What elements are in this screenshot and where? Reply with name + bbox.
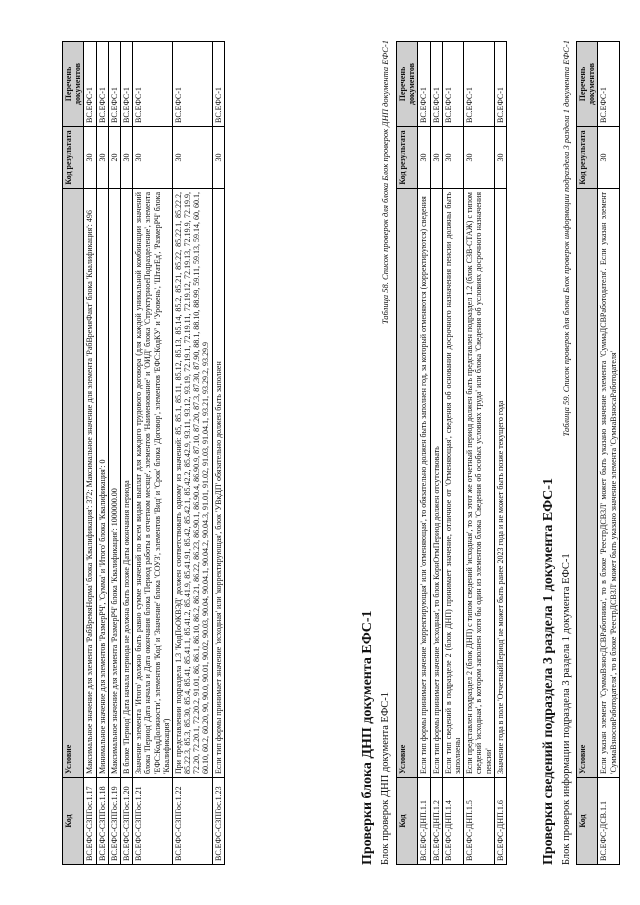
table-row xyxy=(120,42,132,865)
table-59-caption: Таблица 59. Список проверок для блока Блок проверок информации подраздела 3 раздела 1 документа ЕФС-1 xyxy=(561,40,571,437)
cell-result-code: 30 xyxy=(442,127,463,189)
header-condition: Условие xyxy=(63,189,84,778)
cell-documents: ВС.ЕФС-1 xyxy=(172,42,212,127)
cell-code: ВС.ЕФС-СЗПГос.1.17 xyxy=(84,778,96,865)
table-header-row xyxy=(397,42,418,865)
cell-code: ВС.ЕФС-СЗПГос.1.20 xyxy=(120,778,132,865)
cell-condition: Если тип формы принимает значение 'исходная' или 'корректирующая', блок 'УВкДП' обязательно должен быть заполнен xyxy=(212,189,224,778)
cell-condition: В блоке 'Период' Дата начала периода не должна быть позже Даты окончания периода xyxy=(120,189,132,778)
section-dnp-heading: Проверки блока ДНП документа ЕФС-1 xyxy=(360,610,375,865)
cell-condition: Если представлен подраздел 2 (блок ДНП) с типом сведений 'исходная', то за этот же отчетный период должен быть представлен подраздел 1.2 (блок СЗВ-СТАЖ) с типом сведений 'исходная', в котором заполнен хотя бы один из элементов блока 'Сведения об особых условиях труда' или блока 'Сведения об условиях досрочного назначения пенсии' xyxy=(464,189,495,778)
table-row xyxy=(133,42,173,865)
table-header-row xyxy=(63,42,84,865)
cell-documents: ВС.ЕФС-1 xyxy=(418,42,430,127)
table-row xyxy=(464,42,495,865)
section-dsv-heading: Проверки сведений подраздела 3 раздела 1 документа ЕФС-1 xyxy=(541,478,556,865)
cell-documents: ВС.ЕФС-1 xyxy=(494,42,506,127)
table-header-row xyxy=(577,42,598,865)
table-row xyxy=(598,42,619,865)
header-condition: Условие xyxy=(577,189,598,778)
table-59 xyxy=(576,41,620,865)
header-documents: Перечень документов xyxy=(397,42,418,127)
cell-code: ВС.ЕФС-СЗПГос.1.21 xyxy=(133,778,173,865)
cell-documents: ВС.ЕФС-1 xyxy=(442,42,463,127)
table-row xyxy=(430,42,442,865)
cell-code: ВС.ЕФС-ДНП.1.1 xyxy=(418,778,430,865)
cell-condition: При представлении подраздела 1.3 'КодПоОКВЭД' должен соответствовать одному из значений: 85, 85.1, 85.11, 85.12, 85.13, 85.14, 85.2, 85.21, 85.22, 85.22.1, 85.22.2, 85.22.3, 85.3, 85.30, 85.4, 85.41, 85.41.1, 85.41.2, 85.41.9, 85.41.91, 85.42, 85.42.1, 85.42.2, 85.42.9, 93.11, 93.12, 93.19, 72.19.1, 72.19.11, 72.19.12, 72.19.13, 72.19.9, 72.19.9, 72.20, 72.20.1, 72.20.2, 91.01, 86, 86.1, 86.10, 86.2, 86.21, 86.22, 86.23, 86.90.1, 86.90.4, 86.90.9, 87.10, 87.20, 87.3, 87.30, 87.90, 88.1, 88.10, 88.99, 59.11, 59.13, 59.14, 60, 60.1, 60.10, 60.2, 60.20, 90, 90.0, 90.01, 90.02, 90.03, 90.04, 90.04.1, 90.04.2, 90.04.3, 91.01, 91.02, 91.03, 91.04.1, 93.21, 93.29.2, 93.29.9 xyxy=(172,189,212,778)
cell-documents: ВС.ЕФС-1 xyxy=(133,42,173,127)
table-row xyxy=(84,42,96,865)
table-row xyxy=(212,42,224,865)
cell-documents: ВС.ЕФС-1 xyxy=(84,42,96,127)
cell-condition: Минимальное значение для элементов 'РазмерРЧ', 'Сумма' и 'Итого' блока 'Квалификация': 0 xyxy=(96,189,108,778)
cell-result-code: 20 xyxy=(108,127,120,189)
cell-condition: Максимальное значение для элемента 'РазмерРЧ' блока 'Квалификация': 1000000.00 xyxy=(108,189,120,778)
cell-result-code: 30 xyxy=(212,127,224,189)
table-row xyxy=(418,42,430,865)
cell-code: ВС.ЕФС-СЗПГос.1.22 xyxy=(172,778,212,865)
header-code: Код xyxy=(63,778,84,865)
cell-code: ВС.ЕФС-ДСВ.1.1 xyxy=(598,778,619,865)
table-row xyxy=(442,42,463,865)
cell-condition: Если тип формы принимает значение 'исходная', то блок КорнОтмПериод должен отсутствовать xyxy=(430,189,442,778)
table-row xyxy=(172,42,212,865)
header-result-code: Код результата xyxy=(63,127,84,189)
cell-documents: ВС.ЕФС-1 xyxy=(464,42,495,127)
header-condition: Условие xyxy=(397,189,418,778)
table-row xyxy=(108,42,120,865)
cell-code: ВС.ЕФС-ДНП.1.4 xyxy=(442,778,463,865)
cell-result-code: 30 xyxy=(418,127,430,189)
cell-result-code: 30 xyxy=(464,127,495,189)
header-documents: Перечень документов xyxy=(63,42,84,127)
cell-documents: ВС.ЕФС-1 xyxy=(108,42,120,127)
cell-result-code: 30 xyxy=(84,127,96,189)
table-58 xyxy=(396,41,507,865)
cell-code: ВС.ЕФС-ДНП.1.5 xyxy=(464,778,495,865)
section-dsv-subheading: Блок проверок информации подраздела 3 раздела 1 документа ЕФС-1 xyxy=(561,553,572,865)
cell-condition: Значение элемента 'Итого' должно быть равно сумме значений по всем видам выплат для каждого трудового договора (для каждой уникальной комбинации значений блока 'Период' Дата начала и Дата окончания блока 'Период работы в отчетном месяце', элементов 'Наименование' и 'ОИД' блока 'СтруктурноеПодразделение', элемента 'ЕФС:КодДолжности', элементов 'Код' и 'Значение' блока 'СОУЗ', элементов 'Вид' и 'Срок' блока 'Договор', элементов 'ЕФС:КодКУ' и 'Уровень', 'ШтатЕд', 'РазмерРЧ' блока 'Квалификация') xyxy=(133,189,173,778)
cell-result-code: 30 xyxy=(96,127,108,189)
cell-documents: ВС.ЕФС-1 xyxy=(430,42,442,127)
cell-code: ВС.ЕФС-СЗПГос.1.19 xyxy=(108,778,120,865)
header-code: Код xyxy=(397,778,418,865)
cell-condition: Максимальное значение для элемента 'РабВремяНорма' блока 'Квалификация': 372; Максимальное значение для элемента 'РабВремяФакт' блока 'Квалификация': 496 xyxy=(84,189,96,778)
cell-code: ВС.ЕФС-ДНП.1.2 xyxy=(430,778,442,865)
cell-result-code: 30 xyxy=(120,127,132,189)
cell-result-code: 30 xyxy=(430,127,442,189)
cell-code: ВС.ЕФС-СЗПГос.1.18 xyxy=(96,778,108,865)
cell-documents: ВС.ЕФС-1 xyxy=(120,42,132,127)
header-documents: Перечень документов xyxy=(577,42,598,127)
table-row xyxy=(494,42,506,865)
cell-documents: ВС.ЕФС-1 xyxy=(212,42,224,127)
header-code: Код xyxy=(577,778,598,865)
header-result-code: Код результата xyxy=(397,127,418,189)
section-dnp-subheading: Блок проверок ДНП документа ЕФС-1 xyxy=(380,691,391,865)
cell-condition: Если тип формы принимает значение 'корректирующая' или 'отменяющая', то обязательно должен быть заполнен год, за который отменяются (корректируются) сведения xyxy=(418,189,430,778)
table-58-caption: Таблица 58. Список проверок для блока Блок проверок ДНП документа ЕФС-1 xyxy=(380,40,390,325)
table-57 xyxy=(62,41,225,865)
cell-result-code: 30 xyxy=(172,127,212,189)
cell-code: ВС.ЕФС-СЗПГос.1.23 xyxy=(212,778,224,865)
cell-code: ВС.ЕФС-ДНП.1.6 xyxy=(494,778,506,865)
cell-documents: ВС.ЕФС-1 xyxy=(598,42,619,127)
cell-result-code: 30 xyxy=(598,127,619,189)
cell-result-code: 30 xyxy=(494,127,506,189)
cell-result-code: 30 xyxy=(133,127,173,189)
table-row xyxy=(96,42,108,865)
header-result-code: Код результата xyxy=(577,127,598,189)
cell-documents: ВС.ЕФС-1 xyxy=(96,42,108,127)
cell-condition: Значение года в поле 'ОтчетныйПериод' не может быть ранее 2023 года и не может быть позже текущего года xyxy=(494,189,506,778)
cell-condition: Если тип сведений в подразделе 2 (блок ДНП) принимает значение, отличное от 'Отменяющая', сведения об основании досрочного назначения пенсии должны быть заполнены xyxy=(442,189,463,778)
cell-condition: Если указан элемент 'СуммаВзносДСВРаботника', то в блоке 'РеестрДСВ3Л' может быть указано значение элемента 'СуммаДСВРаботодателя'. Если указан элемент 'СуммаВзносовРаботодателя', то в блоке 'РеестрДСВ3Л' может быть указано значение элемента 'СуммаВзносаРаботодателя' xyxy=(598,189,619,778)
